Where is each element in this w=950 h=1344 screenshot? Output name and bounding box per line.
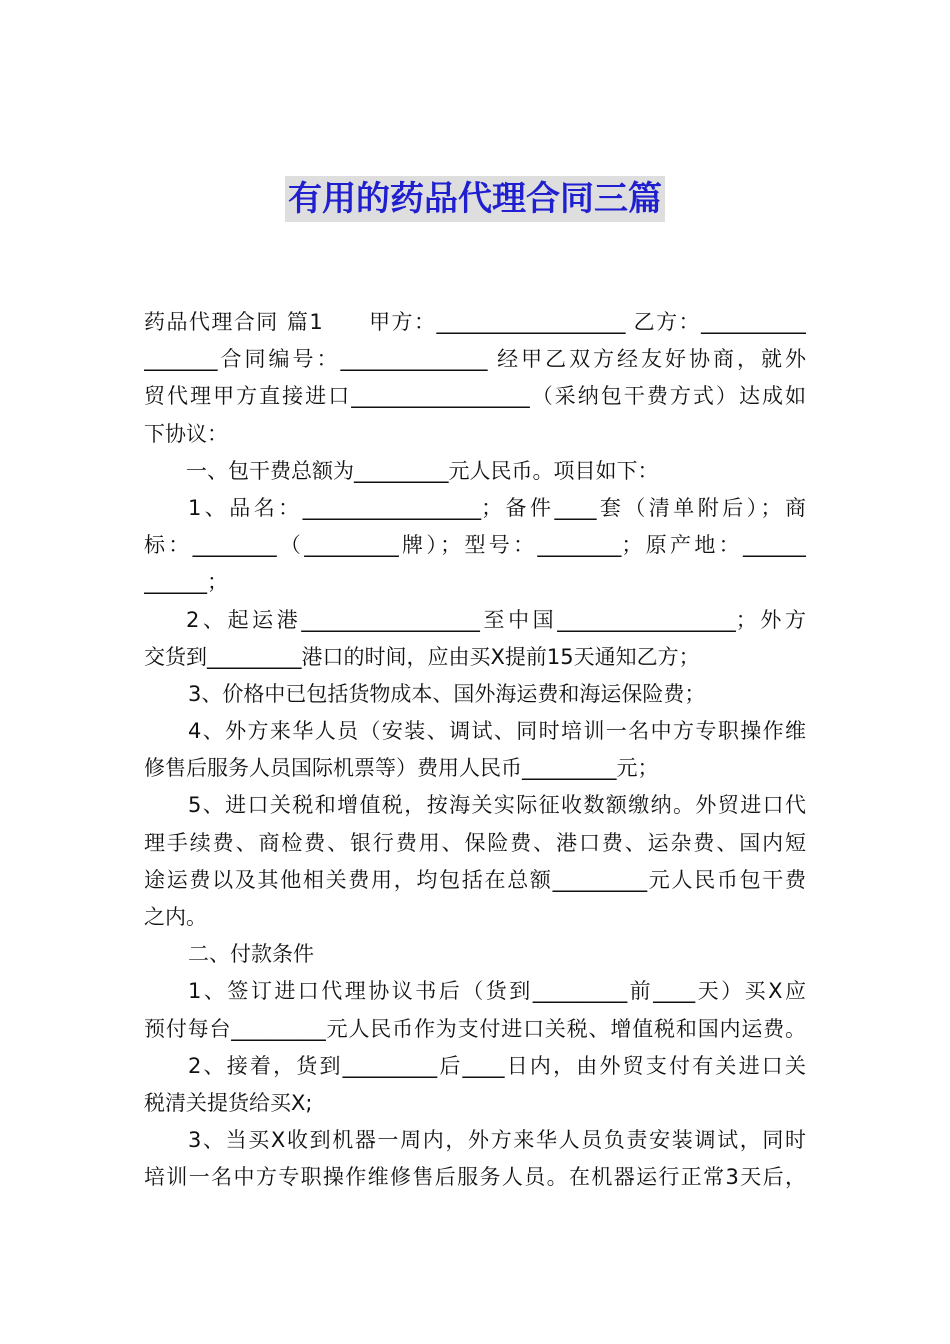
body-line: 培训一名中方专职操作维修售后服务人员。在机器运行正常3天后，	[144, 1165, 806, 1190]
body-line: ______；	[144, 570, 228, 595]
body-line: 预付每台_________元人民币作为支付进口关税、增值税和国内运费。	[144, 1016, 806, 1041]
body-line: 下协议：	[144, 421, 228, 446]
body-line: 药品代理合同 篇1 甲方：__________________ 乙方：__________	[144, 310, 806, 334]
body-line: 交货到_________港口的时间，应由买X提前15天通知乙方；	[144, 644, 700, 669]
document-title: 有用的药品代理合同三篇	[285, 176, 665, 222]
body-line: 5、进口关税和增值税，按海关实际征收数额缴纳。外贸进口代	[188, 793, 806, 818]
body-line: 理手续费、商检费、银行费用、保险费、港口费、运杂费、国内短	[144, 830, 806, 855]
body-line: 3、当买X收到机器一周内，外方来华人员负责安装调试，同时	[188, 1128, 806, 1153]
body-line: 途运费以及其他相关费用，均包括在总额_________元人民币包干费	[144, 867, 806, 892]
body-line: 4、外方来华人员（安装、调试、同时培训一名中方专职操作维	[188, 719, 806, 744]
body-line: 1、品名：_________________；备件____套（清单附后）；商	[188, 495, 806, 520]
body-line: _______合同编号：______________ 经甲乙双方经友好协商，就外	[144, 347, 806, 372]
body-line: 1、签订进口代理协议书后（货到_________前____天）买X应	[188, 979, 806, 1004]
body-line: 一、包干费总额为_________元人民币。项目如下：	[186, 458, 659, 483]
body-line: 2、接着，货到_________后____日内，由外贸支付有关进口关	[188, 1053, 806, 1078]
body-line: 3、价格中已包括货物成本、国外海运费和海运保险费；	[188, 681, 706, 706]
body-line: 税清关提货给买X;	[144, 1090, 313, 1115]
body-line: 标：________（_________牌）；型号：________；原产地：______	[144, 533, 806, 558]
title-block	[0, 176, 950, 222]
section-heading: 二、付款条件	[188, 942, 314, 967]
body-line: 修售后服务人员国际机票等）费用人民币_________元；	[144, 756, 659, 781]
body-line: 贸代理甲方直接进口_________________（采纳包干费方式）达成如	[144, 384, 806, 409]
body-line: 2、起运港_________________至中国_________________；外方	[186, 607, 806, 632]
body-line: 之内。	[144, 905, 207, 929]
document-body	[144, 304, 806, 1197]
